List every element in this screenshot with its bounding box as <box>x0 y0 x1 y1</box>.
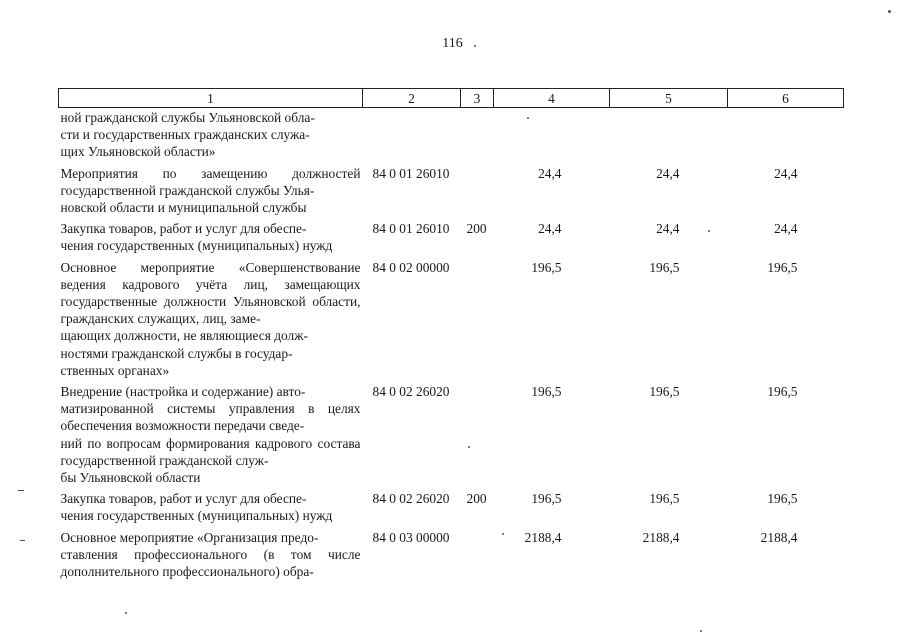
row-vr-cell: 200 <box>466 491 487 507</box>
row-vr-cell <box>461 525 494 581</box>
row-value-col5: 24,4 <box>656 165 680 181</box>
row-value-col5: 196,5 <box>649 259 680 275</box>
row-value-col5 <box>610 108 728 161</box>
row-value-col4 <box>494 108 610 161</box>
row-code-cell: 84 0 03 00000 <box>372 529 450 545</box>
header-col-5: 5 <box>610 89 728 108</box>
header-col-1: 1 <box>59 89 363 108</box>
header-col-3: 3 <box>461 89 494 108</box>
row-value-col6 <box>728 108 844 161</box>
scan-speck <box>708 230 710 232</box>
table-row <box>59 108 844 161</box>
row-value-col6: 196,5 <box>767 259 798 275</box>
row-vr-cell <box>461 108 494 161</box>
row-value-col4: 196,5 <box>531 259 562 275</box>
table-row <box>59 379 844 486</box>
scan-speck <box>700 630 702 632</box>
scan-speck <box>474 45 476 47</box>
budget-table-wrapper <box>58 88 843 580</box>
table-row <box>59 161 844 217</box>
header-col-4: 4 <box>494 89 610 108</box>
budget-table <box>58 88 844 580</box>
header-col-6: 6 <box>728 89 844 108</box>
row-name-cell: Мероприятия по замещению должностей государственной гражданской службы Улья- новской области и муниципальной службы <box>60 165 361 216</box>
row-value-col4: 2188,4 <box>524 529 562 545</box>
scan-speck <box>20 540 25 541</box>
row-value-col4: 24,4 <box>538 165 562 181</box>
row-name-cell: Основное мероприятие «Организация предо- ставления профессионального (в том числе дополнительного профессионального) обра- <box>60 529 361 580</box>
table-row <box>59 486 844 524</box>
row-value-col6: 24,4 <box>774 221 798 237</box>
page-number: 116 <box>442 36 463 51</box>
row-vr-cell: 200 <box>466 221 487 237</box>
scan-speck <box>468 446 470 448</box>
table-row <box>59 255 844 379</box>
row-value-col5: 196,5 <box>649 384 680 400</box>
row-name-cell: Основное мероприятие «Совершенствование ведения кадрового учёта лиц, замещающих государственные должности Ульяновской области, гражданских служащих, лиц, заме- щающих должности, не являющиеся долж- ностями гражданской службы в государ- ственных органах» <box>60 259 361 378</box>
table-row <box>59 216 844 254</box>
row-value-col5: 2188,4 <box>642 529 680 545</box>
row-code-cell: 84 0 02 26020 <box>372 491 450 507</box>
row-value-col5: 196,5 <box>649 491 680 507</box>
scan-speck <box>18 490 24 491</box>
row-vr-cell <box>461 161 494 217</box>
row-code-cell <box>363 108 461 161</box>
table-body <box>59 108 844 581</box>
row-value-col4: 196,5 <box>531 491 562 507</box>
row-value-col6: 196,5 <box>767 384 798 400</box>
row-value-col4: 24,4 <box>538 221 562 237</box>
row-vr-cell <box>461 379 494 486</box>
row-code-cell: 84 0 01 26010 <box>372 165 450 181</box>
header-col-2: 2 <box>363 89 461 108</box>
row-value-col4: 196,5 <box>531 384 562 400</box>
row-code-cell: 84 0 02 26020 <box>372 384 450 400</box>
row-code-cell: 84 0 01 26010 <box>372 221 450 237</box>
table-header <box>59 89 844 108</box>
header-row <box>59 89 844 108</box>
row-name-cell: Закупка товаров, работ и услуг для обеспе- чения государственных (муниципальных) нужд <box>60 491 333 524</box>
row-value-col5: 24,4 <box>656 221 680 237</box>
row-value-col6: 196,5 <box>767 491 798 507</box>
scan-speck <box>125 612 127 614</box>
row-value-col6: 2188,4 <box>760 529 798 545</box>
row-name-cell: Внедрение (настройка и содержание) авто- матизированной системы управления в целях обеспечения возможности передачи сведе- ний по вопросам формирования кадрового состава государственной гражданской служ- бы Ульяновской области <box>60 384 361 486</box>
table-row <box>59 525 844 581</box>
row-value-col6: 24,4 <box>774 165 798 181</box>
row-name-cell: Закупка товаров, работ и услуг для обеспе- чения государственных (муниципальных) нужд <box>60 221 333 254</box>
scan-speck <box>888 10 891 13</box>
scan-speck <box>527 117 529 119</box>
scan-speck <box>502 533 504 535</box>
row-vr-cell <box>461 255 494 379</box>
row-name-cell: ной гражданской службы Ульяновской обла- сти и государственных гражданских служа- щих Ульяновской области» <box>60 110 315 160</box>
row-code-cell: 84 0 02 00000 <box>372 259 450 275</box>
